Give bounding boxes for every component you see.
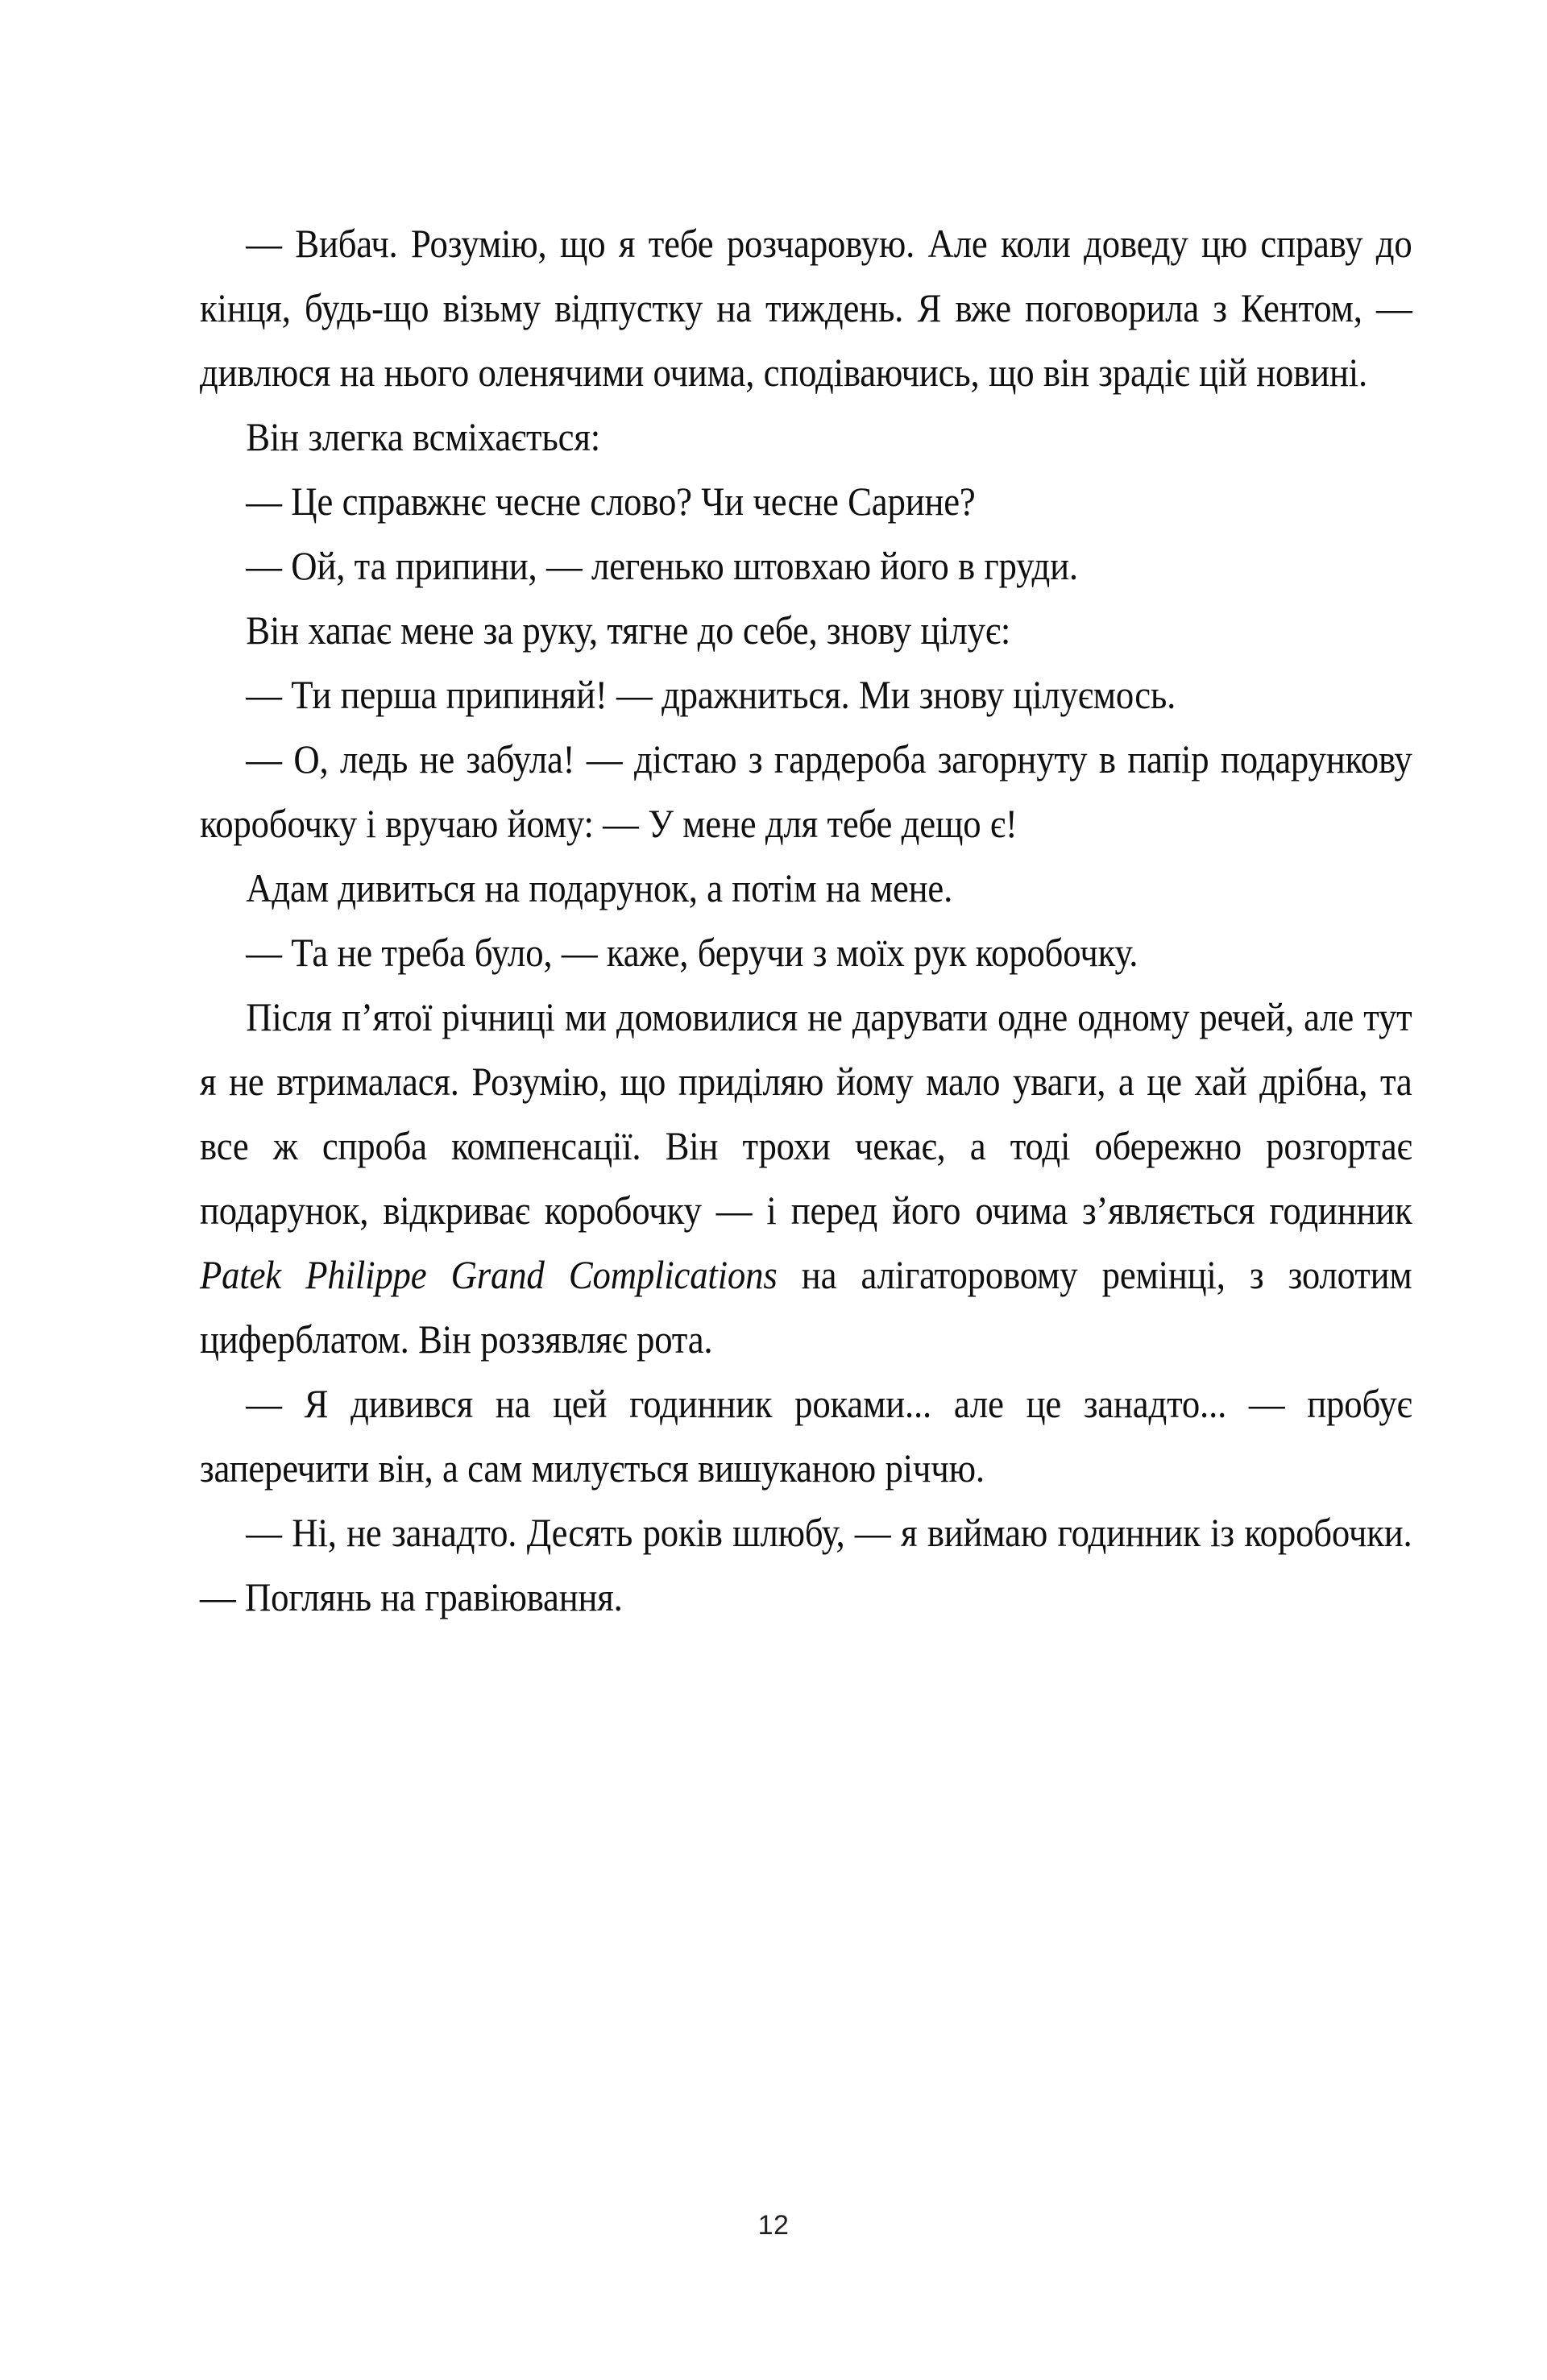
paragraph-p4: — Ой, та припини, — легенько штовхаю його в груди. [246,543,1078,588]
paragraph-p9: — Та не треба було, — каже, беручи з моїх рук коробочку. [246,930,1138,975]
page-text-block [200,211,1412,1629]
paragraph-p8: Адам дивиться на подарунок, а потім на мене. [246,865,953,910]
paragraph-p12: — Ні, не занадто. Десять років шлюбу, — я виймаю годинник із коробочки. — Поглянь на гравіювання. [200,1510,1412,1619]
paragraph-p10: Після п’ятої річниці ми домовилися не дарувати одне одному речей, але тут я не втрималася. Розумію, що приділяю йому мало уваги, а це хай дрібна, та все ж спроба компенсації. Він трохи чекає, а тоді обережно розгортає подарунок, відкриває коробочку — і перед його очима з’являється годинник Patek Philippe Grand Complications на алігаторовому ремінці, з золотим циферблатом. Він роззявляє рота. [200,994,1412,1362]
italic-run: Patek Philippe Grand Complications [200,1252,778,1297]
paragraph-p6: — Ти перша припиняй! — дражниться. Ми знову цілуємось. [246,672,1176,717]
paragraph-p11: — Я дивився на цей годинник роками... але це занадто... — пробує заперечити він, а сам милується вишуканою річчю. [200,1381,1412,1491]
paragraph-p3: — Це справжнє чесне слово? Чи чесне Сарине? [246,479,976,524]
paragraph-p2: Він злегка всміхається: [246,414,601,459]
paragraph-p7: — О, ледь не забула! — дістаю з гардероба загорнуту в папір подарункову коробочку і вручаю йому: — У мене для тебе дещо є! [200,736,1412,846]
paragraph-p1: — Вибач. Розумію, що я тебе розчаровую. Але коли доведу цю справу до кінця, будь-що візьму відпустку на тиждень. Я вже поговорила з Кентом, — дивлюся на нього оленячими очима, сподіваючись, що він зрадіє цій новині. [200,221,1412,395]
paragraph-p5: Він хапає мене за руку, тягне до себе, знову цілує: [246,607,1011,653]
page-number: 12 [757,2210,790,2241]
